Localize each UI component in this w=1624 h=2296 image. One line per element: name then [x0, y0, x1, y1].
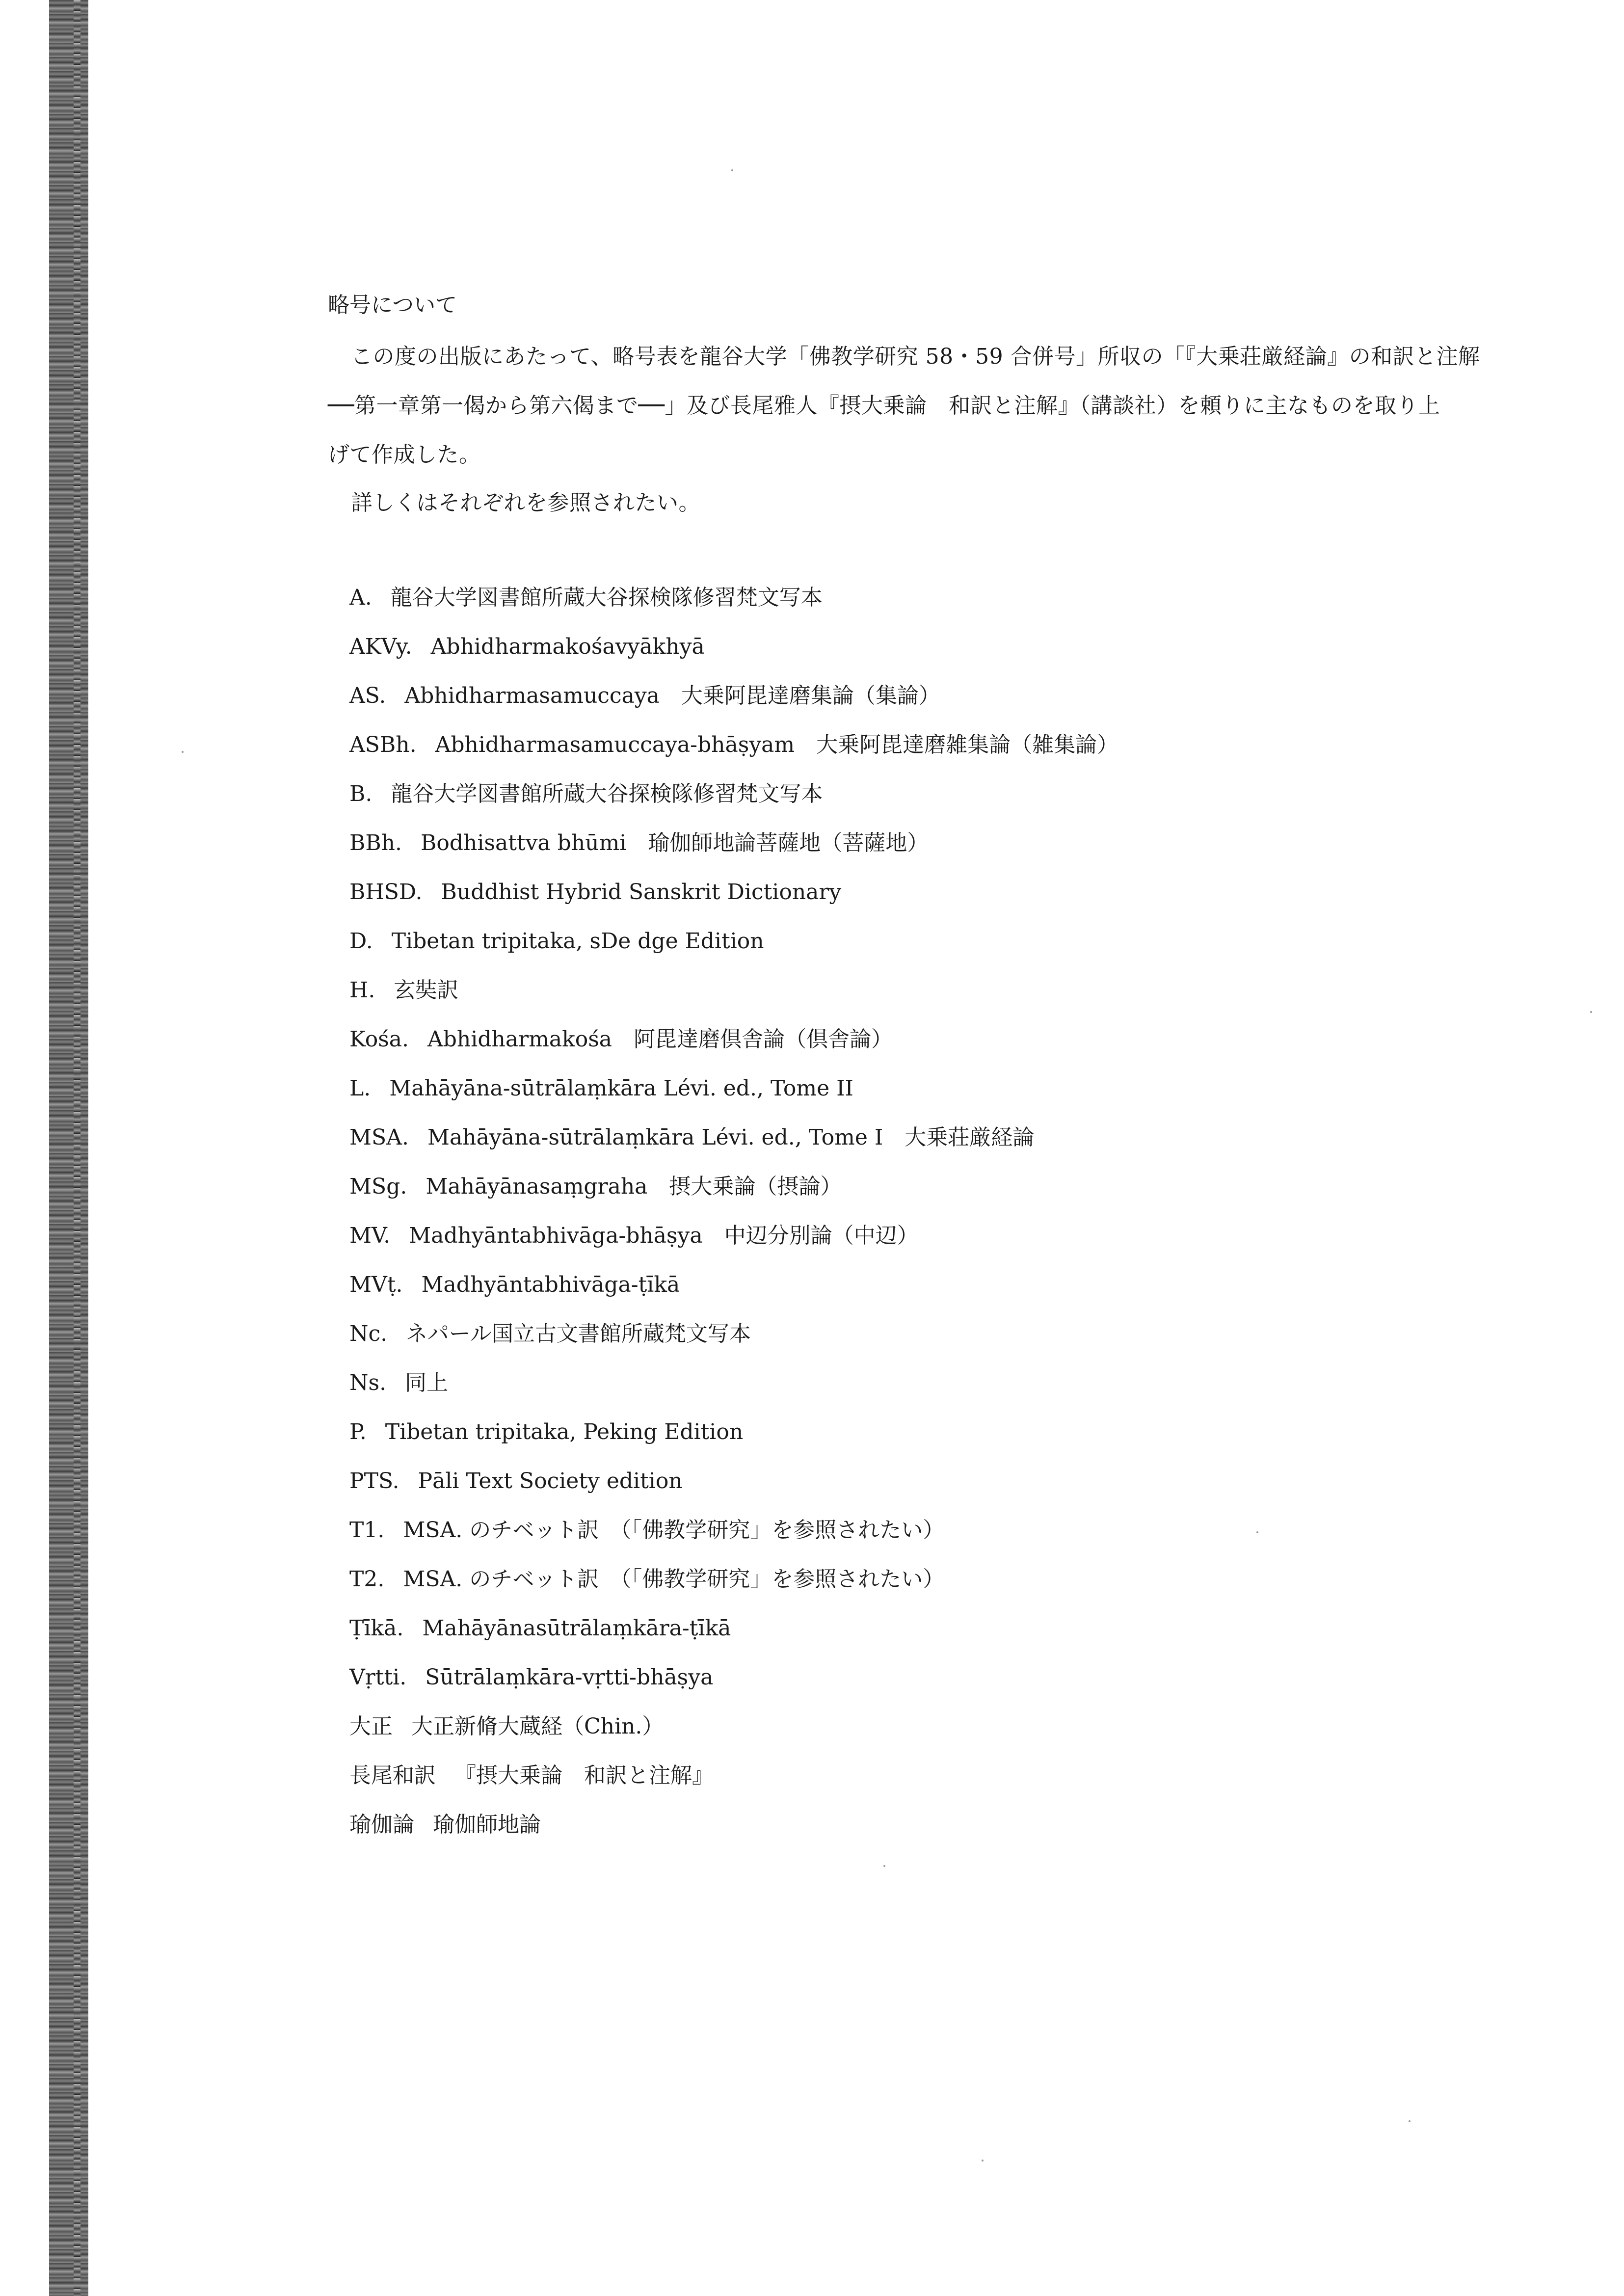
abbreviation-key: D.	[349, 929, 373, 954]
abbreviation-key: Kośa.	[349, 1027, 409, 1052]
abbreviation-description: 龍谷大学図書館所蔵大谷探検隊修習梵文写本	[390, 585, 823, 610]
abbreviation-row	[349, 1811, 1527, 1860]
abbreviation-key: A.	[349, 585, 372, 610]
abbreviation-description: Mahāyānasūtrālaṃkāra-ṭīkā	[422, 1616, 731, 1641]
abbreviation-key: AS.	[349, 683, 386, 708]
abbreviation-key: MV.	[349, 1223, 391, 1248]
abbreviation-row	[349, 977, 1527, 1026]
intro-paragraph-line: 詳しくはそれぞれを参照されたい。	[351, 490, 700, 515]
abbreviation-key: BBh.	[349, 830, 402, 855]
abbreviation-description: Madhyāntabhivāga-ṭīkā	[421, 1272, 680, 1297]
abbreviation-description: Pāli Text Society edition	[418, 1468, 683, 1494]
abbreviation-row	[349, 1222, 1527, 1271]
abbreviation-description: Tibetan tripitaka, sDe dge Edition	[391, 929, 764, 954]
abbreviation-key: L.	[349, 1076, 371, 1101]
scan-speck	[883, 1865, 885, 1867]
abbreviation-row	[349, 1369, 1527, 1418]
abbreviation-row	[349, 633, 1527, 682]
abbreviation-key: 瑜伽論	[349, 1812, 414, 1837]
abbreviation-description: ネパール国立古文書館所蔵梵文写本	[406, 1321, 751, 1346]
abbreviation-row	[349, 1664, 1527, 1713]
scan-speck	[1409, 2120, 1411, 2122]
abbreviation-row	[349, 1026, 1527, 1075]
abbreviation-row	[349, 584, 1527, 633]
abbreviation-description: Abhidharmasamuccaya 大乗阿毘達磨集論（集論）	[404, 683, 940, 708]
abbreviation-key: AKVy.	[349, 634, 412, 659]
abbreviation-key: T2.	[349, 1567, 385, 1592]
abbreviation-description: Sūtrālaṃkāra-vṛtti-bhāṣya	[425, 1665, 714, 1690]
abbreviation-description: 『摂大乗論 和訳と注解』	[454, 1763, 714, 1788]
abbreviation-description: Bodhisattva bhūmi 瑜伽師地論菩薩地（菩薩地）	[421, 830, 929, 855]
abbreviation-key: P.	[349, 1419, 367, 1444]
abbreviation-row	[349, 1566, 1527, 1615]
scan-speck	[182, 751, 184, 753]
abbreviation-row	[349, 928, 1527, 977]
abbreviation-description: 玄奘訳	[394, 978, 459, 1003]
abbreviation-key: ASBh.	[349, 732, 417, 757]
scan-edge-artifact	[49, 0, 88, 2296]
abbreviation-row	[349, 1418, 1527, 1468]
abbreviation-row	[349, 682, 1527, 731]
abbreviation-row	[349, 1075, 1527, 1124]
abbreviation-key: 大正	[349, 1714, 393, 1739]
abbreviation-row	[349, 1124, 1527, 1173]
abbreviation-description: 瑜伽師地論	[433, 1812, 541, 1837]
abbreviation-row	[349, 1517, 1527, 1566]
abbreviation-key: Ṭīkā.	[349, 1616, 404, 1641]
abbreviation-key: Ns.	[349, 1370, 387, 1395]
scan-speck	[982, 2160, 984, 2162]
abbreviation-description: Abhidharmasamuccaya-bhāṣyam 大乗阿毘達磨雑集論（雑集論）	[435, 732, 1119, 757]
scan-speck	[1590, 1011, 1592, 1013]
abbreviation-description: Mahāyānasaṃgraha 摂大乗論（摂論）	[426, 1174, 842, 1199]
intro-paragraph-line: げて作成した。	[328, 442, 481, 467]
abbreviation-description: 龍谷大学図書館所蔵大谷探検隊修習梵文写本	[391, 781, 823, 806]
scan-speck	[731, 169, 733, 171]
abbreviation-key: Nc.	[349, 1321, 388, 1346]
abbreviation-row	[349, 1468, 1527, 1517]
abbreviation-key: H.	[349, 978, 375, 1003]
abbreviation-description: 同上	[405, 1370, 449, 1395]
abbreviation-row	[349, 1271, 1527, 1320]
intro-paragraph-line: ──第一章第一偈から第六偈まで──」及び長尾雅人『摂大乗論 和訳と注解』（講談社）を頼りに主なものを取り上	[328, 393, 1440, 418]
abbreviation-description: Mahāyāna-sūtrālaṃkāra Lévi. ed., Tome I 大乗荘厳経論	[427, 1125, 1035, 1150]
abbreviation-row	[349, 1713, 1527, 1762]
abbreviation-row	[349, 780, 1527, 829]
abbreviation-key: MVṭ.	[349, 1272, 403, 1297]
abbreviation-description: Abhidharmakośavyākhyā	[430, 634, 705, 659]
abbreviation-key: B.	[349, 781, 373, 806]
abbreviation-key: 長尾和訳	[349, 1763, 436, 1788]
abbreviation-key: MSg.	[349, 1174, 407, 1199]
abbreviation-description: MSA. のチベット訳 （「佛教学研究」を参照されたい）	[403, 1518, 945, 1543]
scan-edge-artifact-inner	[74, 0, 80, 2296]
abbreviation-key: T1.	[349, 1518, 385, 1543]
abbreviation-row	[349, 731, 1527, 780]
abbreviation-list	[349, 584, 1527, 1860]
section-heading: 略号について	[328, 293, 457, 318]
abbreviation-description: Tibetan tripitaka, Peking Edition	[385, 1419, 744, 1444]
abbreviation-description: Abhidharmakośa 阿毘達磨倶舎論（倶舎論）	[427, 1027, 893, 1052]
abbreviation-description: MSA. のチベット訳 （「佛教学研究」を参照されたい）	[403, 1567, 945, 1592]
abbreviation-description: Buddhist Hybrid Sanskrit Dictionary	[441, 880, 842, 905]
abbreviation-row	[349, 879, 1527, 928]
abbreviation-description: 大正新脩大蔵経（Chin.）	[411, 1714, 664, 1739]
intro-paragraph-line: この度の出版にあたって、略号表を龍谷大学「佛教学研究 58・59 合併号」所収の「『大乗荘厳経論』の和訳と注解	[351, 344, 1480, 369]
abbreviation-key: Vṛtti.	[349, 1665, 407, 1690]
abbreviation-description: Mahāyāna-sūtrālaṃkāra Lévi. ed., Tome II	[389, 1076, 853, 1101]
abbreviation-row	[349, 1762, 1527, 1811]
abbreviation-row	[349, 1320, 1527, 1369]
abbreviation-row	[349, 829, 1527, 879]
abbreviation-key: PTS.	[349, 1468, 399, 1494]
abbreviation-key: MSA.	[349, 1125, 409, 1150]
abbreviation-key: BHSD.	[349, 880, 423, 905]
abbreviation-row	[349, 1173, 1527, 1222]
abbreviation-row	[349, 1615, 1527, 1664]
abbreviation-description: Madhyāntabhivāga-bhāṣya 中辺分別論（中辺）	[409, 1223, 919, 1248]
